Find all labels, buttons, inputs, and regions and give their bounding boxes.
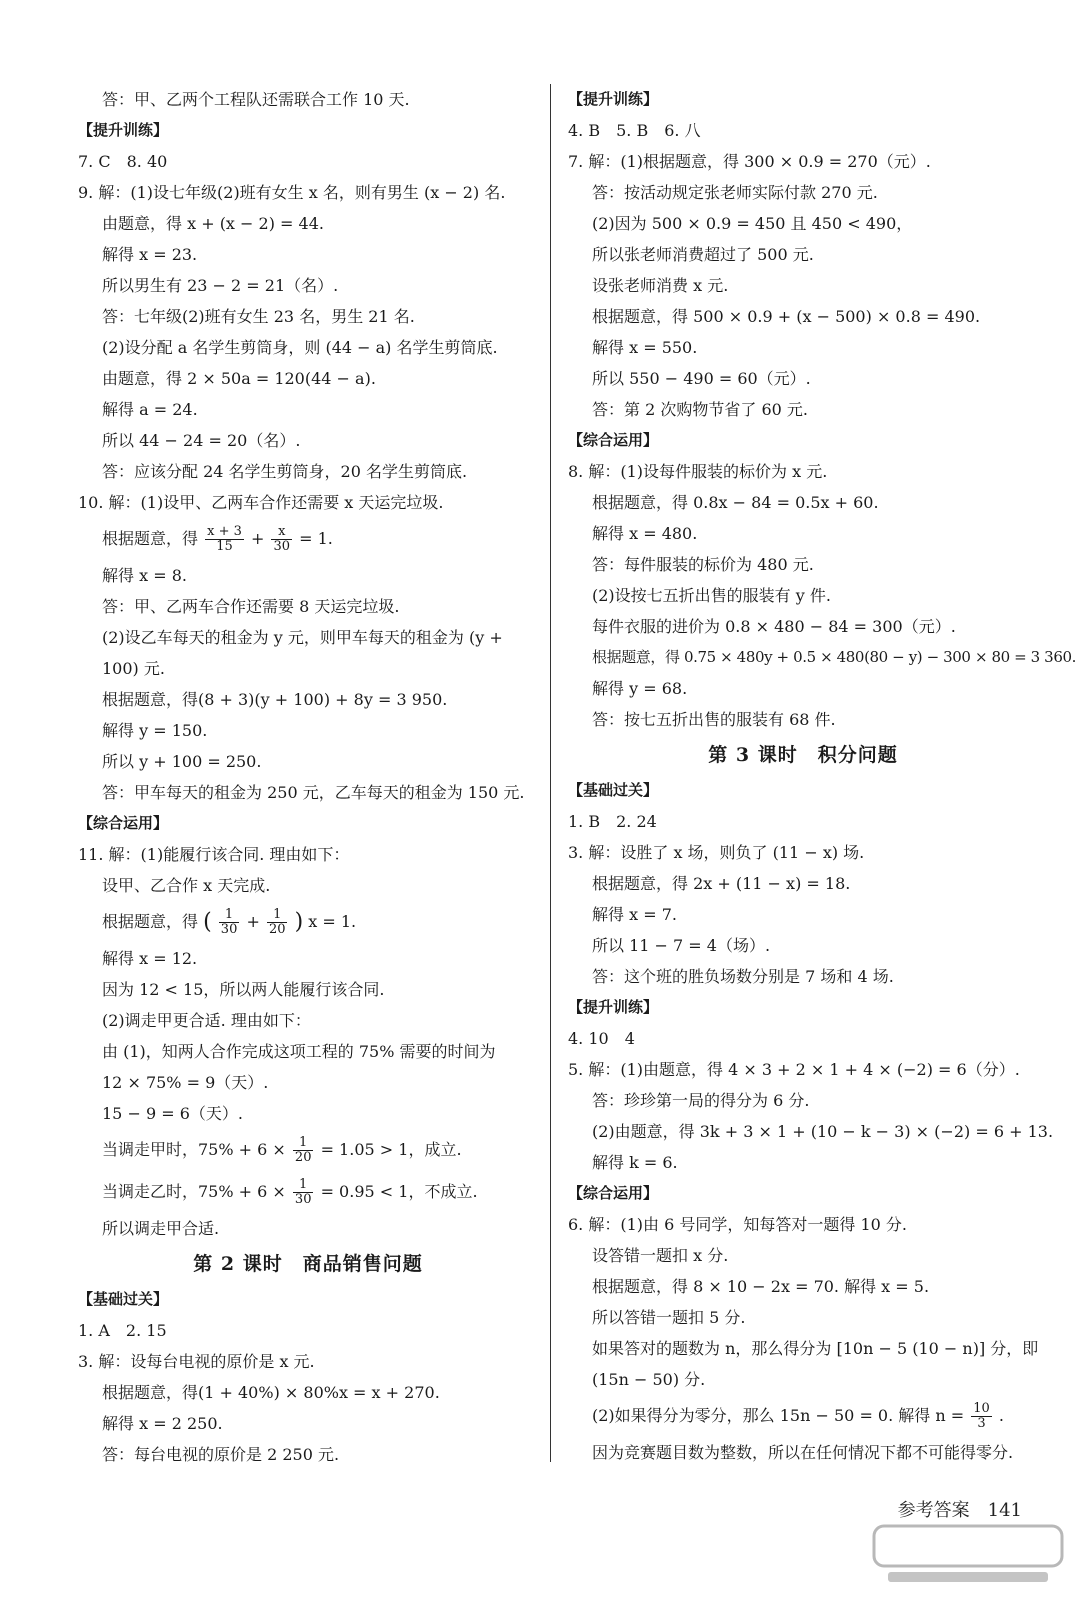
- text-line: 答：这个班的胜负场数分别是 7 场和 4 场.: [592, 967, 894, 986]
- text-line: 解得 x = 2 250.: [102, 1414, 223, 1433]
- fraction: [293, 1178, 314, 1207]
- text-line: 解得 y = 150.: [102, 721, 208, 740]
- text-line: 设张老师消费 x 元.: [592, 276, 729, 295]
- numerator: 1: [293, 1178, 314, 1193]
- page-footer: 参考答案 141: [897, 1500, 1022, 1521]
- text-line: 设甲、乙合作 x 天完成.: [102, 876, 271, 895]
- text-line: 9. 解：(1)设七年级(2)班有女生 x 名，则有男生 (x − 2) 名.: [78, 183, 506, 202]
- lesson-title: 第 2 课时 商品销售问题: [193, 1253, 423, 1275]
- text-line: 1. B 2. 24: [568, 812, 657, 831]
- text-line: 由题意，得 2 × 50a = 120(44 − a).: [102, 369, 376, 388]
- text-line: 答：甲车每天的租金为 250 元，乙车每天的租金为 150 元.: [102, 783, 525, 802]
- text-line: 根据题意，得(8 + 3)(y + 100) + 8y = 3 950.: [102, 690, 448, 709]
- text-line: 解得 x = 12.: [102, 949, 198, 968]
- fraction: [293, 1136, 314, 1165]
- text-line: 根据题意，得 500 × 0.9 + (x − 500) × 0.8 = 490.: [592, 307, 981, 326]
- text-line: 解得 x = 8.: [102, 566, 187, 585]
- text-line: 答：甲、乙两个工程队还需联合工作 10 天.: [102, 90, 410, 109]
- text-line: 解得 k = 6.: [592, 1153, 678, 1172]
- text-line: 所以 44 − 24 = 20（名）.: [102, 431, 301, 450]
- equation-text: 当调走乙时，75% + 6 ×: [102, 1182, 286, 1201]
- text-line: 由 (1)，知两人合作完成这项工程的 75% 需要的时间为: [102, 1042, 496, 1061]
- section-heading: 【综合运用】: [568, 1184, 659, 1202]
- text-line: 答：七年级(2)班有女生 23 名，男生 21 名.: [102, 307, 415, 326]
- text-line: (2)设分配 a 名学生剪筒身，则 (44 − a) 名学生剪筒底.: [102, 338, 498, 357]
- text-line: 因为竞赛题目数为整数，所以在任何情况下都不可能得零分.: [592, 1443, 1014, 1462]
- text-line: 所以答错一题扣 5 分.: [592, 1308, 746, 1327]
- text-line: 所以 y + 100 = 250.: [102, 752, 262, 771]
- text-line: 根据题意，得 0.8x − 84 = 0.5x + 60.: [592, 493, 879, 512]
- section-heading: 【综合运用】: [568, 431, 659, 449]
- text-line: 3. 解：设每台电视的原价是 x 元.: [78, 1352, 315, 1371]
- text-line: 根据题意，得(1 + 40%) × 80%x = x + 270.: [102, 1383, 440, 1402]
- text-line: 3. 解：设胜了 x 场，则负了 (11 − x) 场.: [568, 843, 865, 862]
- text-line: 设答错一题扣 x 分.: [592, 1246, 729, 1265]
- text-line: 答：按七五折出售的服装有 68 件.: [592, 710, 836, 729]
- denominator: 20: [294, 1150, 312, 1165]
- numerator: 10: [973, 1401, 990, 1416]
- text-line: 6. 解：(1)由 6 号同学，知每答对一题得 10 分.: [568, 1215, 907, 1234]
- text-line: 7. C 8. 40: [78, 152, 168, 171]
- text-line: 因为 12 < 15，所以两人能履行该合同.: [102, 980, 385, 999]
- text-line: 根据题意，得 8 × 10 − 2x = 70. 解得 x = 5.: [592, 1277, 930, 1296]
- numerator: 1: [219, 908, 240, 923]
- equation-text: 当调走甲时，75% + 6 ×: [102, 1140, 286, 1159]
- text-line: 解得 a = 24.: [102, 400, 198, 419]
- section-heading: 【基础过关】: [78, 1290, 169, 1308]
- numerator: 1: [267, 908, 288, 923]
- text-line: 10. 解：(1)设甲、乙两车合作还需要 x 天运完垃圾.: [78, 493, 444, 512]
- text-line: 所以 11 − 7 = 4（场）.: [592, 936, 771, 955]
- text-line: 12 × 75% = 9（天）.: [102, 1073, 269, 1092]
- text-line: 答：每台电视的原价是 2 250 元.: [102, 1445, 340, 1464]
- text-line: 5. 解：(1)由题意，得 4 × 3 + 2 × 1 + 4 × (−2) = 6（分）.: [568, 1060, 1020, 1079]
- denominator: 30: [273, 539, 291, 554]
- text-line: 100) 元.: [102, 659, 165, 678]
- text-line: 答：珍珍第一局的得分为 6 分.: [592, 1091, 810, 1110]
- equation-line: [568, 1395, 1038, 1437]
- fraction: [271, 525, 292, 554]
- text-line: 1. A 2. 15: [78, 1321, 167, 1340]
- text-line: (15n − 50) 分.: [592, 1370, 706, 1389]
- right-column: [568, 84, 1076, 1468]
- fraction: [219, 908, 240, 937]
- equation-text: (2)如果得分为零分，那么 15n − 50 = 0. 解得 n =: [592, 1406, 965, 1425]
- equation-text: = 1.05 > 1，成立.: [320, 1140, 462, 1159]
- paren-open: (: [203, 909, 212, 935]
- text-line: 所以 550 − 490 = 60（元）.: [592, 369, 811, 388]
- text-line: 15 − 9 = 6（天）.: [102, 1104, 243, 1123]
- text-line: 8. 解：(1)设每件服装的标价为 x 元.: [568, 462, 828, 481]
- text-line: 如果答对的题数为 n，那么得分为 [10n − 5 (10 − n)] 分，即: [592, 1339, 1039, 1358]
- watermark-logo: [868, 1518, 1068, 1588]
- text-line: 由题意，得 x + (x − 2) = 44.: [102, 214, 324, 233]
- text-line: (2)调走甲更合适. 理由如下：: [102, 1011, 311, 1030]
- text-line: 7. 解：(1)根据题意，得 300 × 0.9 = 270（元）.: [568, 152, 931, 171]
- text-line: (2)因为 500 × 0.9 = 450 且 450 < 490，: [592, 214, 913, 233]
- text-line: 解得 x = 550.: [592, 338, 698, 357]
- text-line: 所以张老师消费超过了 500 元.: [592, 245, 814, 264]
- lesson-title: 第 3 课时 积分问题: [708, 744, 898, 766]
- equation-line: [78, 1129, 538, 1171]
- fraction: [205, 525, 244, 554]
- text-line: 根据题意，得 0.75 × 480y + 0.5 × 480(80 − y) − 300 × 80 = 3 360.: [592, 648, 1076, 666]
- equation-text: .: [998, 1406, 1004, 1425]
- text-line: 4. B 5. B 6. 八: [568, 121, 701, 140]
- fraction: [267, 908, 288, 937]
- fraction: [971, 1402, 992, 1431]
- equation-text: = 1.: [299, 529, 333, 548]
- left-column: [78, 84, 538, 1470]
- text-line: 答：应该分配 24 名学生剪筒身，20 名学生剪筒底.: [102, 462, 468, 481]
- denominator: 15: [216, 539, 233, 554]
- equation-text: x = 1.: [308, 912, 357, 931]
- equation-text: = 0.95 < 1，不成立.: [320, 1182, 478, 1201]
- text-line: 答：甲、乙两车合作还需要 8 天运完垃圾.: [102, 597, 400, 616]
- text-line: 答：按活动规定张老师实际付款 270 元.: [592, 183, 878, 202]
- numerator: x: [271, 525, 292, 540]
- text-line: 解得 y = 68.: [592, 679, 688, 698]
- text-line: 4. 10 4: [568, 1029, 635, 1048]
- text-line: 所以男生有 23 − 2 = 21（名）.: [102, 276, 339, 295]
- section-heading: 【提升训练】: [568, 998, 659, 1016]
- text-line: 所以调走甲合适.: [102, 1219, 220, 1238]
- denominator: 30: [220, 922, 238, 937]
- equation-line: [78, 901, 538, 943]
- text-line: 解得 x = 480.: [592, 524, 698, 543]
- equation-text: 根据题意，得: [102, 529, 199, 548]
- denominator: 30: [294, 1192, 312, 1207]
- operator: +: [246, 912, 260, 931]
- operator: +: [250, 529, 265, 548]
- section-heading: 【基础过关】: [568, 781, 659, 799]
- text-line: 根据题意，得 2x + (11 − x) = 18.: [592, 874, 851, 893]
- text-line: 答：每件服装的标价为 480 元.: [592, 555, 814, 574]
- text-line: 解得 x = 7.: [592, 905, 677, 924]
- text-line: 解得 x = 23.: [102, 245, 198, 264]
- text-line: (2)设按七五折出售的服装有 y 件.: [592, 586, 831, 605]
- denominator: 20: [268, 922, 286, 937]
- column-divider: [550, 84, 551, 1462]
- text-line: 11. 解：(1)能履行该合同. 理由如下：: [78, 845, 350, 864]
- text-line: 每件衣服的进价为 0.8 × 480 − 84 = 300（元）.: [592, 617, 956, 636]
- equation-line: [78, 1171, 538, 1213]
- equation-text: 根据题意，得: [102, 912, 199, 931]
- text-line: (2)设乙车每天的租金为 y 元，则甲车每天的租金为 (y +: [102, 628, 503, 647]
- equation-line: [78, 518, 538, 560]
- section-heading: 【综合运用】: [78, 814, 169, 832]
- denominator: 3: [977, 1416, 986, 1431]
- numerator: x + 3: [207, 524, 242, 539]
- text-line: (2)由题意，得 3k + 3 × 1 + (10 − k − 3) × (−2) = 6 + 13.: [592, 1122, 1054, 1141]
- section-heading: 【提升训练】: [78, 121, 169, 139]
- section-heading: 【提升训练】: [568, 90, 659, 108]
- paren-close: ): [294, 909, 304, 935]
- text-line: 答：第 2 次购物节省了 60 元.: [592, 400, 808, 419]
- numerator: 1: [293, 1136, 314, 1151]
